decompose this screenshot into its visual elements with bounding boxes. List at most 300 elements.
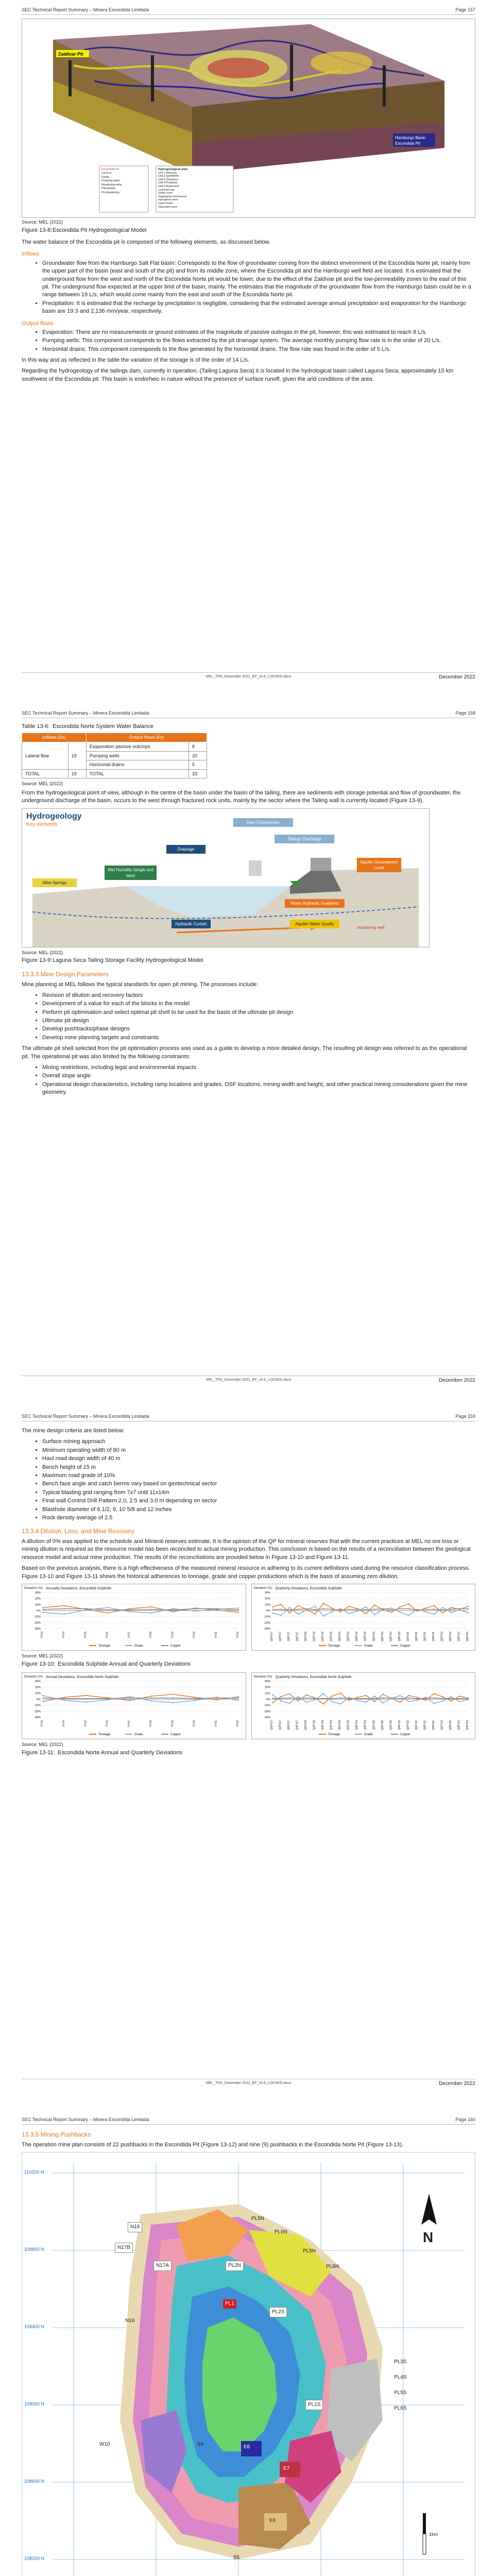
x-tick-label: Q1FY17 [270, 1720, 273, 1730]
page-footer [22, 2079, 475, 2085]
data-point [408, 1695, 409, 1696]
data-point [42, 1609, 43, 1610]
list-item: • Haul road design width of 40 m [42, 1455, 475, 1463]
list-item: • Evaporation: There are no measurements or ground estimates of the magnitude of passive outingas in the pit, however, this was estimated to reach 8 L/s. [42, 329, 475, 336]
data-point [450, 1700, 451, 1701]
chart-svg [22, 1673, 243, 1738]
chart-quarterly-norte [251, 1672, 476, 1739]
x-tick-label: FY19 [171, 1632, 175, 1638]
header-title: SEC Technical Report Summary – Minera Escondida Limitada [22, 710, 149, 716]
data-point [173, 1693, 174, 1694]
data-point [64, 1605, 65, 1606]
data-point [280, 1609, 281, 1610]
data-point [459, 1698, 460, 1699]
data-point [416, 1698, 417, 1699]
legend-item: Fault zones [158, 201, 173, 205]
x-tick-label: Q2FY19 [347, 1720, 350, 1730]
data-point [467, 1698, 468, 1699]
figure-caption [22, 1749, 475, 1757]
x-tick-label: Q2FY19 [347, 1632, 350, 1641]
page-footer [22, 1376, 475, 1382]
list-item: • Rock density average of 2.5 [42, 1514, 475, 1522]
data-point [450, 1609, 451, 1610]
x-tick-label: Q2FY22 [449, 1632, 452, 1641]
figure-subtitle: Key elements [26, 821, 58, 827]
x-tick-label: Q1FY21 [406, 1720, 409, 1730]
data-point [314, 1699, 315, 1700]
paragraph: Regarding the hydrogeology of the tailings dam, currently in operation, (Tailing Laguna Seca) it is located in the hydrological basin called Laguna Seca, approximately 15 km southwest of the Escondida pit. This basin is endorheic in nature without the presence of surface runoff, given the arid conditions of the area. [22, 368, 454, 382]
scale-bar-label: 1km [429, 2532, 438, 2537]
x-tick-label: Q1FY20 [372, 1720, 375, 1730]
paragraph: Based on the previous analysis, there is a high effectiveness of the measured mineral resource in adhering to its current definitions used during the resource classification process. Figure 13-10 and Figure 13-11 shows the historical adherences to tonnage, grade and copper productions which is the basis of assuming zero dilution. [22, 1565, 470, 1580]
pushback-label: PL5N [303, 2248, 316, 2255]
data-point [173, 1608, 174, 1609]
data-point [129, 1609, 130, 1611]
north-arrow-label: N [423, 2229, 434, 2246]
pushback-label: PL3S [394, 2359, 407, 2365]
x-tick-label: Q4FY22 [466, 1632, 469, 1641]
y-tick-label: 0% [266, 1609, 270, 1613]
list-item: • Operational design characteristics, including ramp locations and grades, OSF locations, mining width and height, and other practical mining considerations given the mine geometry. [42, 1081, 475, 1097]
y-tick-label: -10% [34, 1704, 41, 1707]
legend-item: Hypogene zone [158, 198, 178, 202]
list-item: • Final wall Control Drill Pattern 2.0, 2.5 and 3.0 m depending on sector [42, 1497, 475, 1505]
outflows-list [22, 329, 475, 353]
data-point [322, 1698, 323, 1699]
list-item: • Surface mining approach [42, 1438, 475, 1446]
legend-item: Unit 2 Ignimbrite [158, 175, 179, 178]
northing-label: 109400 N [24, 2324, 45, 2330]
data-point [129, 1611, 130, 1612]
y-tick-label: -20% [263, 1621, 270, 1625]
pushback-label: N18 [128, 2222, 142, 2232]
data-point [339, 1609, 340, 1611]
pushback-label: PL5N [251, 2216, 265, 2222]
data-point [382, 1608, 383, 1609]
data-point [425, 1611, 426, 1612]
data-point [408, 1615, 409, 1616]
data-point [459, 1696, 460, 1697]
data-point [433, 1703, 434, 1704]
data-point [194, 1697, 195, 1698]
data-point [442, 1698, 443, 1699]
data-point [238, 1697, 239, 1698]
pushbacks-map-svg [22, 2153, 475, 2576]
x-tick-label: Q4FY22 [466, 1720, 469, 1730]
x-tick-label: FY22 [236, 1720, 239, 1726]
section-heading: 13.3.5 Mining Pushbacks [22, 2131, 91, 2138]
data-point [357, 1611, 358, 1612]
footer-file: MEL_TRS_December 2022_EP_v0.8_LOCKED.docx [205, 1378, 292, 1382]
page-159 [0, 1406, 497, 2110]
data-point [216, 1697, 217, 1698]
paragraph: The operation mine plan consists of 22 pushbacks in the Escondida Pit (Figure 13-12) and nine (9) pushbacks in the Escondida Norte Pit (Figure 13-13). [22, 2141, 404, 2148]
box-mine-springs: Mine Springs [32, 878, 77, 887]
data-point [467, 1699, 468, 1700]
table-row [22, 742, 207, 751]
legend-item: Piezometer [101, 187, 116, 191]
table-cell: Pumping wells [86, 751, 188, 760]
data-point [374, 1698, 375, 1699]
series-line-copper [272, 1698, 468, 1699]
data-point [365, 1609, 366, 1611]
x-tick-label: Q2FY21 [415, 1720, 418, 1730]
data-point [467, 1608, 468, 1609]
data-point [297, 1696, 298, 1697]
data-point [85, 1698, 87, 1699]
northing-label: 109800 N [24, 2247, 45, 2252]
x-tick-label: Q1FY17 [270, 1632, 273, 1641]
list-item: • Groundwater flow from the Hamburgo Salt Flat basin: Corresponds to the flow of groundwater coming from the distinct environment of the Escondida Norte pit, mainly from the upper part of the basin (east and south of the pit) and from its middle zone, where the Escondida pit and the Hamburgo well field are located. It is estimated that the underground flow from the west and north of the Escondida Norte pit would be lower, due to the effect of the Zaldívar pit and the low-permeability zones to the east of this pit. The underground flow expected at the upper limit of the basin, mainly. The estimates that the magnitude of the groundwater flow from the Hamburgo basin could be in a range between 19 L/s, which would come mainly from the east and south of the Escondida Norte pit. [42, 260, 475, 299]
data-point [64, 1614, 65, 1615]
data-point [151, 1700, 152, 1701]
figure-caption [22, 1660, 475, 1668]
y-tick-label: -30% [263, 1716, 270, 1720]
header-title: SEC Technical Report Summary – Minera Escondida Limitada [22, 7, 149, 12]
data-point [288, 1613, 289, 1614]
data-point [194, 1611, 195, 1612]
chart-quarterly-escondida [251, 1584, 476, 1651]
process-list [22, 992, 475, 1042]
data-point [459, 1701, 460, 1702]
data-point [442, 1696, 443, 1697]
zaldivar-label: Zaldívar Pit [58, 52, 83, 57]
legend-item: Unit 5 Basement [158, 184, 179, 188]
data-point [305, 1694, 306, 1696]
x-tick-label: Q1FY19 [338, 1720, 341, 1730]
pushback-label: E6 [244, 2444, 250, 2450]
x-tick-label: FY17 [127, 1720, 131, 1726]
box-flows: Flows Hydraulic Gradients [285, 899, 345, 908]
data-point [433, 1697, 434, 1698]
pushback-label: PL1S [305, 2400, 323, 2410]
pushback-label: PL2S [269, 2307, 287, 2317]
data-point [305, 1697, 306, 1698]
data-point [280, 1698, 281, 1699]
legend-label: Tonnage [328, 1645, 340, 1648]
x-tick-label: Q4FY20 [398, 1720, 401, 1730]
data-point [357, 1609, 358, 1610]
y-tick-label: -30% [263, 1628, 270, 1631]
x-tick-label: Q2FY18 [313, 1720, 316, 1730]
data-point [129, 1696, 130, 1697]
legend-label: Tonnage [98, 1733, 111, 1737]
list-item: • Revision of dilution and recovery factors [42, 992, 475, 999]
caption-text: Escondida Pit Hydrogeological Model [53, 227, 147, 233]
page-header [22, 710, 475, 718]
footer-date: December 2022 [438, 674, 475, 680]
data-point [297, 1605, 298, 1606]
list-item: • Development of a value for each of the blocks in the model [42, 1000, 475, 1008]
x-tick-label: Q4FY19 [364, 1632, 367, 1641]
data-point [399, 1608, 400, 1609]
legend-item: Unit 4 Porphyry [158, 181, 178, 185]
x-tick-label: Q3FY18 [321, 1720, 324, 1730]
data-point [42, 1612, 43, 1613]
data-point [288, 1693, 289, 1694]
figure-caption [22, 957, 475, 964]
chart-svg [252, 1673, 472, 1738]
x-tick-label: FY14 [62, 1632, 66, 1638]
data-point [151, 1697, 152, 1698]
list-item: • Precipitation: It is estimated that the recharge by precipitation is negligible, considering that the estimated average annual precipitation and evaporation for the Hamburgo basin are 19.3 and 2,136 mm/year, respectively. [42, 300, 475, 316]
y-tick-label: -10% [263, 1704, 270, 1707]
caption-text: Escondida Sulphide Annual and Quarterly Deviations [58, 1660, 191, 1667]
data-point [459, 1609, 460, 1611]
table-total-row [22, 769, 207, 778]
data-point [348, 1613, 349, 1614]
data-point [442, 1700, 443, 1701]
data-point [339, 1608, 340, 1609]
data-point [314, 1698, 315, 1699]
page-header [22, 7, 475, 15]
x-tick-label: Q2FY20 [381, 1720, 384, 1730]
table-cell: TOTAL [86, 769, 188, 778]
page-160 [0, 2110, 497, 2576]
data-point [331, 1698, 332, 1699]
header-title: SEC Technical Report Summary – Minera Escondida Limitada [22, 1414, 149, 1419]
data-point [425, 1700, 426, 1701]
box-wet-humidity: Wet Humidity (single and tape) [105, 866, 157, 880]
paragraph: Mine planning at MEL follows the typical standards for open pit mining. The processes include: [22, 981, 259, 988]
data-point [280, 1604, 281, 1605]
legend-item: Monitoring wells [101, 183, 122, 187]
chart-ylabel: Deviation (%) [24, 1675, 43, 1679]
box-drainage: Drainage [166, 845, 205, 854]
data-point [416, 1700, 417, 1701]
y-tick-label: 0% [37, 1609, 41, 1613]
page-header [22, 2117, 475, 2125]
data-point [314, 1614, 315, 1615]
data-point [331, 1607, 332, 1608]
data-point [314, 1606, 315, 1607]
x-tick-label: FY18 [149, 1720, 153, 1726]
figure-13-10-charts [22, 1584, 475, 1651]
data-point [107, 1698, 108, 1699]
data-point [305, 1609, 306, 1611]
x-tick-label: Q2FY21 [415, 1632, 418, 1641]
data-point [425, 1697, 426, 1698]
data-point [271, 1606, 272, 1607]
chart-svg [22, 1584, 243, 1649]
list-item: • Develop mine planning targets and constraints [42, 1034, 475, 1042]
data-point [450, 1696, 451, 1697]
x-tick-label: FY15 [84, 1632, 88, 1638]
legend-label: Grade [364, 1733, 373, 1737]
data-point [288, 1697, 289, 1698]
data-point [271, 1702, 272, 1703]
table-label: Table 13-6: [22, 723, 50, 730]
northing-label: 109000 N [24, 2401, 45, 2407]
table-cell: 20 [188, 751, 207, 760]
legend-label: Tonnage [328, 1733, 340, 1737]
x-tick-label: Q1FY19 [338, 1632, 341, 1641]
x-tick-label: Q3FY17 [287, 1720, 290, 1730]
data-point [107, 1613, 108, 1614]
x-tick-label: FY13 [41, 1632, 44, 1638]
legend-left [101, 168, 148, 195]
data-point [129, 1608, 130, 1609]
list-item: • Typical blasting grid ranging from 7x7 until 11x14m [42, 1489, 475, 1497]
data-point [348, 1698, 349, 1699]
data-point [399, 1698, 400, 1699]
data-point [297, 1614, 298, 1615]
x-tick-label: Q3FY20 [389, 1720, 392, 1730]
y-tick-label: 10% [264, 1603, 270, 1607]
data-point [348, 1609, 349, 1610]
legend-item: Supergene enrichment [158, 195, 187, 198]
legend-item: Escondida Pit [101, 168, 119, 171]
x-tick-label: Q3FY21 [423, 1632, 426, 1641]
x-tick-label: Q1FY18 [304, 1632, 307, 1641]
chart-ylabel: Deviation (%) [253, 1675, 272, 1679]
data-point [433, 1609, 434, 1610]
data-point [425, 1607, 426, 1608]
data-point [450, 1698, 451, 1699]
data-point [331, 1611, 332, 1612]
data-point [408, 1697, 409, 1698]
y-tick-label: -10% [34, 1615, 41, 1619]
table-caption [22, 723, 475, 731]
pushback-label: S5 [233, 2555, 240, 2561]
data-point [271, 1613, 272, 1614]
x-tick-label: FY16 [106, 1720, 109, 1726]
data-point [173, 1609, 174, 1611]
y-tick-label: -20% [263, 1710, 270, 1714]
data-point [129, 1700, 130, 1701]
legend-item: Faults [101, 175, 109, 179]
data-point [374, 1609, 375, 1610]
data-point [391, 1609, 392, 1611]
northing-label: 108200 N [24, 2556, 45, 2562]
x-tick-label: FY13 [41, 1720, 44, 1726]
legend-label: Grade [364, 1645, 373, 1648]
data-point [348, 1697, 349, 1698]
chart-annual-norte [22, 1672, 246, 1739]
data-point [365, 1606, 366, 1607]
pushback-label: N16 [125, 2318, 135, 2324]
table-cell: TOTAL [22, 769, 68, 778]
x-tick-label: FY19 [171, 1720, 175, 1726]
data-point [42, 1701, 43, 1702]
inflows-list [22, 260, 475, 316]
escondida-label: Escondida Pit [395, 141, 420, 146]
data-point [216, 1608, 217, 1609]
x-tick-label: Q1FY20 [372, 1632, 375, 1641]
data-point [297, 1700, 298, 1701]
data-point [339, 1703, 340, 1704]
data-point [425, 1698, 426, 1699]
y-tick-label: 0% [266, 1698, 270, 1702]
list-item: • Bench face angle and catch berms vary based on geotechnical sector [42, 1480, 475, 1488]
legend-item: Zaldívar [101, 172, 112, 175]
pushbacks-map [22, 2152, 475, 2576]
data-point [85, 1609, 87, 1611]
caption-text: Escondida Norte Annual and Quarterly Deviations [58, 1749, 183, 1756]
data-point [399, 1695, 400, 1696]
page-footer [22, 672, 475, 679]
list-item: • Maximum road grade of 10% [42, 1472, 475, 1480]
y-tick-label: -20% [34, 1710, 41, 1714]
legend-label: Copper [400, 1733, 410, 1737]
data-point [382, 1702, 383, 1703]
data-point [238, 1609, 239, 1611]
list-item: • Perform pit optimisation and select optimal pit shell to be used for the basis of the ultimate pit design [42, 1009, 475, 1016]
data-point [399, 1612, 400, 1613]
data-point [416, 1697, 417, 1698]
data-point [288, 1609, 289, 1611]
data-point [194, 1700, 195, 1701]
y-tick-label: 30% [35, 1591, 41, 1595]
data-point [271, 1609, 272, 1610]
data-point [173, 1702, 174, 1703]
data-point [322, 1603, 323, 1604]
legend-item: Oxide zone [158, 192, 173, 195]
pushback-label: N17A [153, 2261, 172, 2271]
figure-source: Source: MEL (2022) [22, 1742, 63, 1748]
pushback-label: PL2N [226, 2261, 244, 2271]
data-point [467, 1613, 468, 1614]
data-point [107, 1607, 108, 1608]
data-point [297, 1609, 298, 1610]
legend-item: Hydrogeological units [158, 168, 188, 171]
x-tick-label: FY15 [84, 1720, 88, 1726]
data-point [391, 1697, 392, 1698]
footer-date: December 2022 [438, 1378, 475, 1383]
data-point [442, 1607, 443, 1608]
y-tick-label: -30% [34, 1716, 41, 1720]
data-point [339, 1697, 340, 1698]
series-line-grade [272, 1606, 468, 1616]
data-point [331, 1701, 332, 1702]
data-point [348, 1606, 349, 1607]
data-point [151, 1609, 152, 1610]
list-item: • Blasthole diameter of 6.1/2, 9, 10 5/8 and 12 inches [42, 1506, 475, 1514]
data-point [433, 1605, 434, 1606]
legend-item: Pit dewatering [101, 191, 119, 194]
pushback-label: PL1 [223, 2299, 236, 2309]
list-item: • Develop pushbacks/phase designs [42, 1025, 475, 1033]
data-point [365, 1698, 366, 1699]
y-tick-label: 0% [37, 1698, 41, 1702]
list-item: • Overall slope angle [42, 1072, 475, 1080]
legend-item: Unit 1 Alluvium [158, 171, 177, 175]
data-point [365, 1702, 366, 1703]
chart-title: Annual Deviations, Escondida Norte Sulphide [46, 1675, 119, 1680]
data-point [85, 1608, 87, 1609]
paragraph: In this way and as reflected in the table the variation of the storage is of the order of 14 L/s. [22, 357, 250, 364]
x-tick-label: Q4FY20 [398, 1632, 401, 1641]
data-point [271, 1694, 272, 1696]
data-point [173, 1611, 174, 1612]
caption-label: Figure 13-9: [22, 957, 53, 964]
data-point [399, 1606, 400, 1607]
x-tick-label: Q3FY20 [389, 1632, 392, 1641]
box-aquifer-quality: Aquifer Water Quality [290, 920, 339, 928]
data-point [331, 1696, 332, 1697]
x-tick-label: Q1FY18 [304, 1720, 307, 1730]
data-point [459, 1608, 460, 1609]
x-tick-label: Q3FY19 [355, 1720, 358, 1730]
data-point [280, 1700, 281, 1701]
legend-label: Copper [170, 1733, 181, 1737]
table-cell: 8 [188, 742, 207, 751]
y-tick-label: -30% [34, 1628, 41, 1631]
x-tick-label: Q2FY20 [381, 1632, 384, 1641]
data-point [85, 1702, 87, 1703]
data-point [450, 1612, 451, 1613]
x-tick-label: Q4FY18 [330, 1632, 333, 1641]
